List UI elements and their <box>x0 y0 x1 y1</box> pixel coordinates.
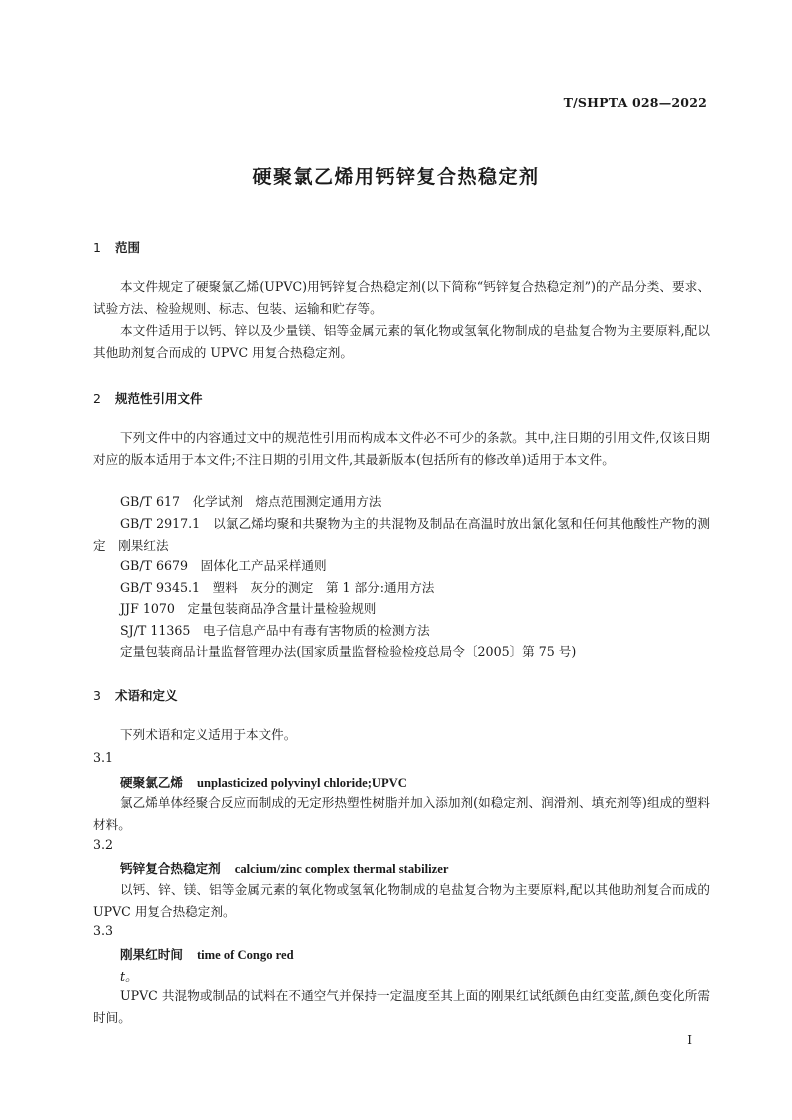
section-number: 3 <box>93 688 101 703</box>
term-definition: UPVC 共混物或制品的试料在不通空气并保持一定温度至其上面的刚果红试纸颜色由红变蓝,颜色变化所需时间。 <box>93 988 710 1025</box>
section-number: 1 <box>93 240 101 255</box>
term-chinese: 刚果红时间 <box>120 947 183 962</box>
term-symbol: t。 <box>120 969 138 984</box>
section-1-heading <box>93 238 140 256</box>
section-title: 规范性引用文件 <box>115 391 203 406</box>
section-title: 术语和定义 <box>115 688 178 703</box>
term-chinese: 硬聚氯乙烯 <box>120 775 183 790</box>
term-number: 3.2 <box>93 837 114 852</box>
term-english: unplasticized polyvinyl chloride;UPVC <box>196 776 407 790</box>
reference-item: GB/T 617 化学试剂 熔点范围测定通用方法 <box>120 494 382 509</box>
section-1-para-2: 本文件适用于以钙、锌以及少量镁、铝等金属元素的氧化物或氢氧化物制成的皂盐复合物为主要原料,配以其他助剂复合而成的 UPVC 用复合热稳定剂。 <box>93 323 710 360</box>
section-2-intro: 下列文件中的内容通过文中的规范性引用而构成本文件必不可少的条款。其中,注日期的引用文件,仅该日期对应的版本适用于本文件;不注日期的引用文件,其最新版本(包括所有的修改单)适用于本文件。 <box>93 430 710 467</box>
reference-item: JJF 1070 定量包装商品净含量计量检验规则 <box>120 601 377 616</box>
section-3-intro: 下列术语和定义适用于本文件。 <box>120 727 297 742</box>
term-number: 3.1 <box>93 750 114 765</box>
term-entry <box>120 772 407 791</box>
term-entry <box>120 858 448 877</box>
standard-code: T/SHPTA 028—2022 <box>563 95 707 110</box>
reference-item: GB/T 2917.1 以氯乙烯均聚和共聚物为主的共混物及制品在高温时放出氯化氢和任何其他酸性产物的测定 刚果红法 <box>93 516 710 553</box>
term-english: calcium/zinc complex thermal stabilizer <box>234 862 449 876</box>
section-1-para-1: 本文件规定了硬聚氯乙烯(UPVC)用钙锌复合热稳定剂(以下简称“钙锌复合热稳定剂”)的产品分类、要求、试验方法、检验规则、标志、包装、运输和贮存等。 <box>93 279 710 316</box>
term-entry <box>120 944 294 963</box>
term-definition: 氯乙烯单体经聚合反应而制成的无定形热塑性树脂并加入添加剂(如稳定剂、润滑剂、填充剂等)组成的塑料材料。 <box>93 795 710 832</box>
term-chinese: 钙锌复合热稳定剂 <box>120 861 221 876</box>
term-definition: 以钙、锌、镁、铝等金属元素的氧化物或氢氧化物制成的皂盐复合物为主要原料,配以其他助剂复合而成的 UPVC 用复合热稳定剂。 <box>93 882 710 919</box>
section-2-heading <box>93 389 203 407</box>
term-number: 3.3 <box>93 923 114 938</box>
reference-item: SJ/T 11365 电子信息产品中有毒有害物质的检测方法 <box>120 623 430 638</box>
section-number: 2 <box>93 391 101 406</box>
page-number: I <box>687 1033 692 1047</box>
section-3-heading <box>93 686 178 704</box>
document-title: 硬聚氯乙烯用钙锌复合热稳定剂 <box>252 166 540 188</box>
reference-item: 定量包装商品计量监督管理办法(国家质量监督检验检疫总局令〔2005〕第 75 号) <box>120 644 577 659</box>
reference-item: GB/T 6679 固体化工产品采样通则 <box>120 558 327 573</box>
section-title: 范围 <box>115 240 141 255</box>
reference-item: GB/T 9345.1 塑料 灰分的测定 第 1 部分:通用方法 <box>120 580 435 595</box>
term-english: time of Congo red <box>196 948 294 962</box>
